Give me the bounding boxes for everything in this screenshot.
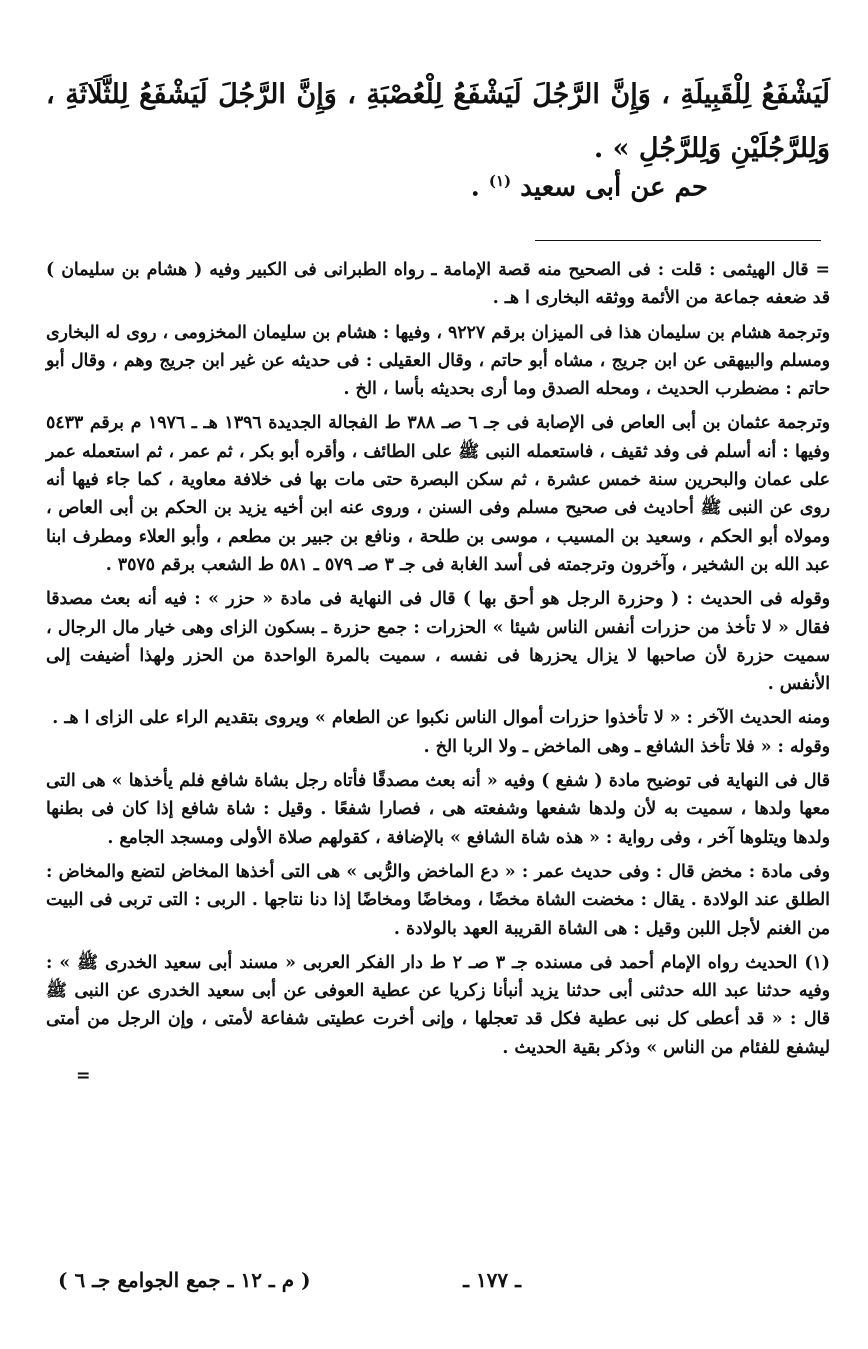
footnote-paragraph: وفى مادة : مخض قال : وفى حديث عمر : « دع الماخض والرُّبى » هى التى أخذها المخاض لتضع والمخاض : الطلق عند الولادة . يقال : مخضت الشاة مخضًا ، ومخاضًا ومخاضًا إذا دنا نتاجها . الربى : التى تربى فى البيت من الغنم لأجل اللبن وقيل : هى الشاة القريبة العهد بالولادة . [46, 861, 830, 939]
footnote-paragraph: وترجمة هشام بن سليمان هذا فى الميزان برقم ٩٢٢٧ ، وفيها : هشام بن سليمان المخزومى ، روى له البخارى ومسلم والبيهقى عن ابن جريج ، مشاه أبو حاتم ، وقال العقيلى : فى حديثه عن غير ابن جريج وهم ، وقال أبو حاتم : مضطرب الحديث ، ومحله الصدق وما أرى بحديثه بأسا ، الخ . [46, 322, 830, 400]
footnotes [46, 256, 830, 1090]
hadith-text: لَيَشْفَعُ لِلْقَبِيلَةِ ، وَإِنَّ الرَّجُلَ لَيَشْفَعُ لِلْعُصْبَةِ ، وَإِنَّ الرَّجُلَ لَيَشْفَعُ لِلثَّلَاثَةِ ، وَلِلرَّجُلَيْنِ وَلِلرَّجُلِ » . [46, 79, 830, 164]
source-attribution [471, 172, 708, 203]
footnote-marker: (١) [488, 172, 512, 190]
footnote-paragraph: ومنه الحديث الآخر : « لا تأخذوا حزرات أموال الناس نكبوا عن الطعام » ويروى بتقديم الراء على الزاى ا هـ . [52, 708, 830, 729]
continuation-mark: = [76, 1066, 91, 1087]
footnote-paragraph: وترجمة عثمان بن أبى العاص فى الإصابة فى جـ ٦ صـ ٣٨٨ ط الفجالة الجديدة ١٣٩٦ هـ ـ ١٩٧٦ م برقم ٥٤٣٣ وفيها : أنه أسلم فى وفد ثقيف ، فاستعمله النبى ﷺ على الطائف ، وأقره أبو بكر ، ثم عمر ، ثم استعمله عمر على عمان والبحرين سنة خمس عشرة ، ثم سكن البصرة حتى مات بها فى خلافة معاوية ، كما جاء فيها أنه روى عن النبى ﷺ أحاديث فى صحيح مسلم وفى السنن ، وروى عنه ابن أخيه يزيد بن الحكم بن أبى العاص ، ومولاه أبو الحكم ، وسعيد بن المسيب ، موسى بن طلحة ، ونافع بن جبير بن مطعم ، وأبو العلاء ومطرف ابنا عبد الله بن الشخير ، وآخرون وترجمته فى أسد الغابة فى جـ ٣ صـ ٥٧٩ ـ ٥٨١ ط الشعب برقم ٣٥٧٥ . [46, 413, 830, 575]
page-footer [46, 1268, 836, 1304]
attribution-end: . [470, 172, 480, 203]
footnote-paragraph: وقوله : « فلا تأخذ الشافع ـ وهى الماخض ـ ولا الربا الخ . [423, 736, 830, 757]
footnote-paragraph: وقوله فى الحديث : ( وحزرة الرجل هو أحق بها ) قال فى النهاية فى مادة « حزر » : فيه أنه بعث مصدقا فقال « لا تأخذ من حزرات أنفس الناس شيئا » الحزرات : جمع حزرة ـ بسكون الزاى وهى خيار مال الرجال ، سميت حزرة لأن صاحبها لا يزال يحزرها فى نفسه ، سميت بالمرة الواحدة من الحزر ولهذا أضيفت إلى الأنفس . [46, 589, 830, 695]
page-number: ـ ١٧٧ ـ [463, 1268, 521, 1292]
footnote-paragraph: قال فى النهاية فى توضيح مادة ( شفع ) وفيه « أنه بعث مصدقًا فأتاه رجل بشاة شافع فلم يأخذها » هى التى معها ولدها ، سميت به لأن ولدها شفعها وشفعته هى ، فصارا شفعًا . وقيل : شاة شافع إذا كان فى بطنها ولدها ويتلوها آخر ، وفى رواية : « هذه شاة الشافع » بالإضافة ، كقولهم صلاة الأولى ومسجد الجامع . [46, 771, 830, 848]
footnote-paragraph: (١) الحديث رواه الإمام أحمد فى مسنده جـ ٣ صـ ٢ ط دار الفكر العربى « مسند أبى سعيد الخدرى ﷺ » : وفيه حدثنا عبد الله حدثنى أبى حدثنا يزيد أنبأنا زكريا عن عطية العوفى عن أبى سعيد الخدرى عن النبى ﷺ قال : « قد أعطى كل نبى عطية فكل قد تعجلها ، وإنى أخرت عطيتى شفاعة لأمتى ، وإن الرجل من أمتى ليشفع للفئام من الناس » وذكر بقية الحديث . [46, 952, 830, 1058]
footnote-paragraph: = قال الهيثمى : قلت : فى الصحيح منه قصة الإمامة ـ رواه الطبرانى فى الكبير وفيه ( هشام بن سليمان ) قد ضعفه جماعة من الأئمة ووثقه البخارى ا هـ . [46, 260, 830, 309]
attribution-text: حم عن أبى سعيد [520, 172, 708, 203]
signature-mark: ( م ـ ١٢ ـ جمع الجوامع جـ ٦ ) [58, 1268, 311, 1292]
footnote-separator [535, 240, 821, 241]
